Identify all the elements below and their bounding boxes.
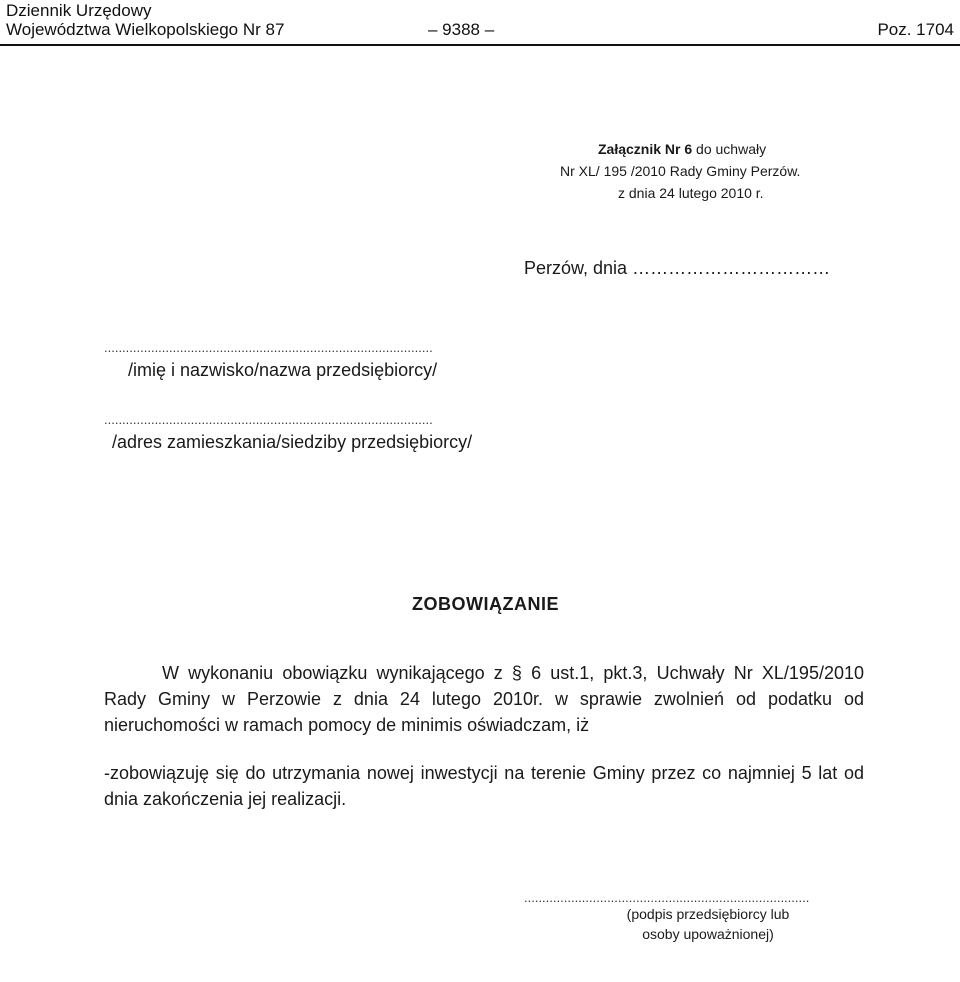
document-title: ZOBOWIĄZANIE (412, 594, 559, 614)
place-date-label: Perzów, dnia (524, 258, 628, 278)
attachment-date: z dnia 24 lutego 2010 r. (618, 185, 764, 201)
signature-dots: ............................................................................... (524, 890, 810, 905)
address-field-label: /adres zamieszkania/siedziby przedsiębiorcy/ (112, 432, 473, 452)
journal-title (6, 1, 284, 39)
scanned-form (0, 46, 960, 982)
signature-caption-line2: osoby upoważnionej) (642, 926, 774, 942)
attachment-resolution: Nr XL/ 195 /2010 Rady Gminy Perzów. (560, 163, 801, 179)
page-header (0, 0, 960, 46)
journal-title-line2: Województwa Wielkopolskiego Nr 87 (6, 20, 285, 39)
journal-title-line1: Dziennik Urzędowy (6, 1, 152, 20)
attachment-label-line (560, 138, 860, 160)
name-field-label: /imię i nazwisko/nazwa przedsiębiorcy/ (128, 360, 438, 380)
position-number: Poz. 1704 (877, 20, 954, 39)
place-date-dots: …………………………… (632, 258, 831, 278)
name-field-dots: ........................................................................................... (104, 340, 433, 355)
declaration-paragraph-1: W wykonaniu obowiązku wynikającego z § 6 ust.1, pkt.3, Uchwały Nr XL/195/2010 Rady Gminy w Perzowie z dnia 24 lutego 2010r. w sprawie zwolnień od podatku od nieruchomości w ramach pomocy de minimis oświadczam, iż (104, 663, 864, 735)
attachment-label: Załącznik Nr 6 (598, 141, 693, 157)
page-number: – 9388 – (428, 20, 495, 39)
address-field-dots: ........................................................................................... (104, 412, 433, 427)
place-date-line (524, 258, 830, 279)
attachment-label-suffix: do uchwały (696, 141, 767, 157)
declaration-paragraph-2: -zobowiązuję się do utrzymania nowej inwestycji na terenie Gminy przez co najmniej 5 lat od dnia zakończenia jej realizacji. (104, 763, 864, 809)
declaration-text (104, 660, 864, 812)
attachment-note (560, 138, 860, 204)
signature-caption (600, 904, 816, 944)
signature-caption-line1: (podpis przedsiębiorcy lub (626, 906, 790, 922)
